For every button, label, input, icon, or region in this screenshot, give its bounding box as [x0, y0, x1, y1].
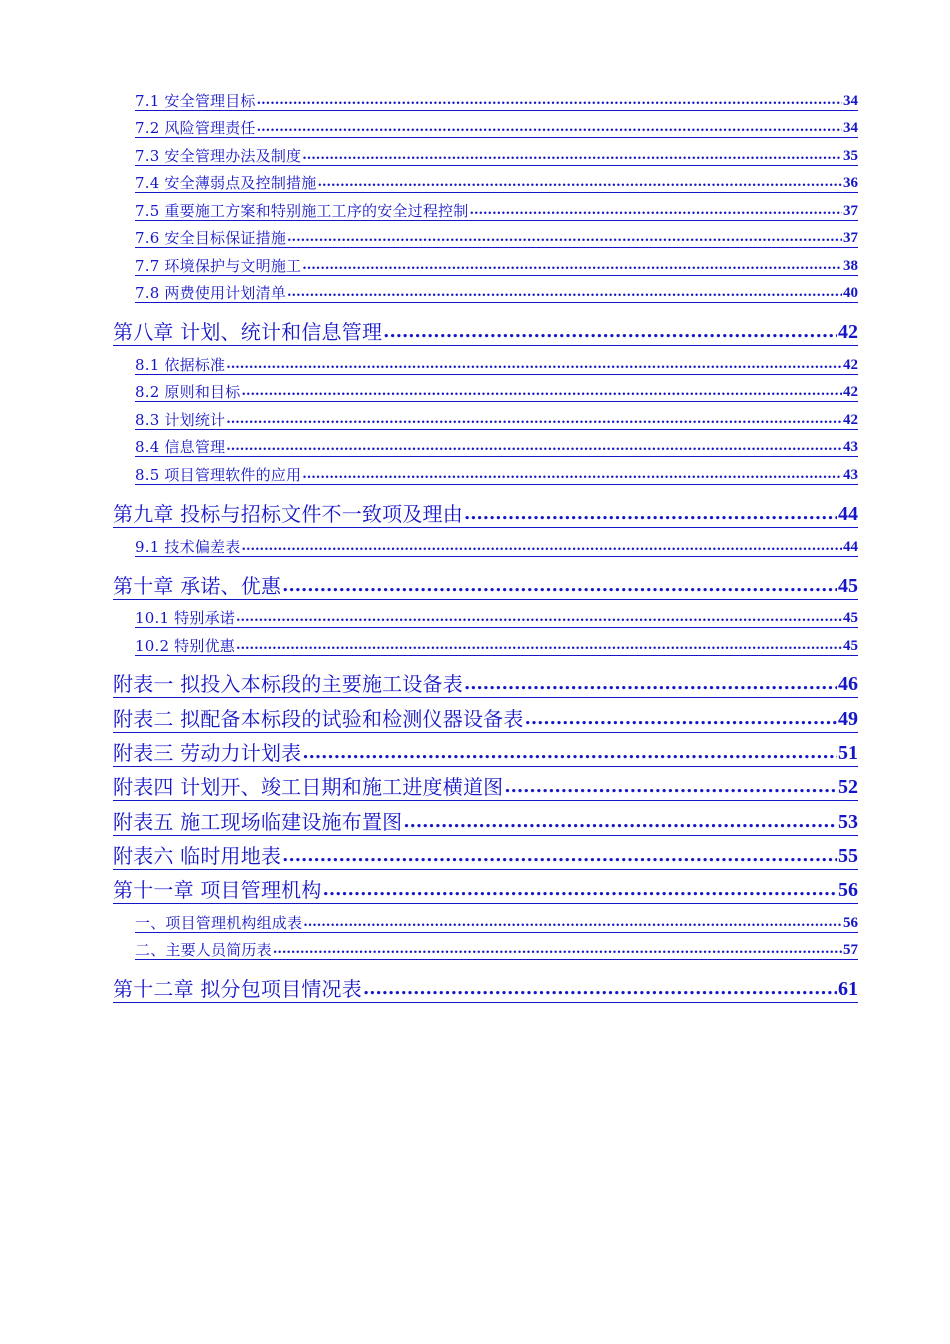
toc-label: 8.1 依据标准: [135, 356, 226, 374]
dot-leader: [383, 319, 837, 345]
toc-page-number: 37: [843, 230, 858, 246]
dot-leader: [317, 174, 842, 192]
toc-label: 附表二 拟配备本标段的试验和检测仪器设备表: [113, 707, 524, 731]
toc-label: 附表三 劳动力计划表: [113, 741, 302, 765]
dot-leader: [323, 877, 837, 903]
toc-entry-10-1[interactable]: [135, 608, 858, 628]
toc-entry-10-2[interactable]: [135, 636, 858, 656]
toc-label: 9.1 技术偏差表: [135, 538, 241, 556]
dot-leader: [403, 809, 837, 835]
toc-label: 7.4 安全薄弱点及控制措施: [135, 174, 317, 192]
toc-page-number: 46: [838, 673, 858, 695]
toc-entry-8-4[interactable]: [135, 437, 858, 457]
toc-label: 第十一章 项目管理机构: [113, 878, 322, 902]
toc-page-number: 45: [843, 638, 858, 654]
dot-leader: [302, 740, 837, 766]
toc-chapter-10[interactable]: [113, 572, 858, 600]
toc-appendix-2[interactable]: [113, 705, 858, 733]
toc-label: 一、项目管理机构组成表: [135, 914, 303, 932]
toc-page-number: 42: [843, 357, 858, 373]
toc-chapter-9[interactable]: [113, 500, 858, 528]
toc-label: 第八章 计划、统计和信息管理: [113, 320, 383, 344]
toc-page-number: 38: [843, 258, 858, 274]
toc-page-number: 40: [843, 285, 858, 301]
dot-leader: [363, 976, 837, 1002]
toc-chapter-8[interactable]: [113, 318, 858, 346]
dot-leader: [302, 257, 842, 275]
toc-page-number: 42: [843, 412, 858, 428]
dot-leader: [236, 609, 842, 627]
toc-label: 附表六 临时用地表: [113, 844, 282, 868]
toc-label: 7.8 两费使用计划清单: [135, 284, 287, 302]
toc-label: 第九章 投标与招标文件不一致项及理由: [113, 502, 463, 526]
toc-page-number: 52: [838, 776, 858, 798]
toc-page-number: 37: [843, 203, 858, 219]
toc-page-number: 44: [843, 539, 858, 555]
toc-appendix-5[interactable]: [113, 808, 858, 836]
dot-leader: [257, 92, 842, 110]
toc-entry-8-1[interactable]: [135, 355, 858, 375]
dot-leader: [236, 637, 842, 655]
toc-entry-7-6[interactable]: [135, 228, 858, 248]
dot-leader: [287, 229, 842, 247]
dot-leader: [504, 774, 837, 800]
dot-leader: [303, 914, 842, 932]
toc-entry-7-4[interactable]: [135, 173, 858, 193]
toc-label: 7.1 安全管理目标: [135, 92, 256, 110]
dot-leader: [257, 119, 842, 137]
toc-entry-8-5[interactable]: [135, 465, 858, 485]
dot-leader: [282, 843, 837, 869]
dot-leader: [464, 501, 837, 527]
toc-label: 8.3 计划统计: [135, 411, 226, 429]
toc-page-number: 61: [838, 978, 858, 1000]
toc-entry-9-1[interactable]: [135, 537, 858, 557]
dot-leader: [241, 383, 842, 401]
toc-label: 8.5 项目管理软件的应用: [135, 466, 302, 484]
toc-label: 10.1 特别承诺: [135, 609, 235, 627]
toc-page-number: 56: [838, 879, 858, 901]
toc-appendix-3[interactable]: [113, 739, 858, 767]
dot-leader: [226, 411, 842, 429]
toc-label: 7.2 风险管理责任: [135, 119, 256, 137]
dot-leader: [287, 284, 842, 302]
toc-page-number: 36: [843, 175, 858, 191]
toc-label: 8.2 原则和目标: [135, 383, 241, 401]
toc-appendix-1[interactable]: [113, 670, 858, 698]
toc-page-number: 42: [843, 384, 858, 400]
dot-leader: [282, 573, 837, 599]
toc-page-number: 57: [843, 942, 858, 958]
toc-label: 附表一 拟投入本标段的主要施工设备表: [113, 672, 463, 696]
toc-entry-8-3[interactable]: [135, 410, 858, 430]
toc-page-number: 35: [843, 148, 858, 164]
toc-label: 附表四 计划开、竣工日期和施工进度横道图: [113, 775, 504, 799]
toc-entry-7-5[interactable]: [135, 201, 858, 221]
toc-label: 10.2 特别优惠: [135, 637, 235, 655]
toc-appendix-4[interactable]: [113, 773, 858, 801]
toc-page-number: 43: [843, 467, 858, 483]
toc-page-number: 55: [838, 845, 858, 867]
toc-label: 7.6 安全目标保证措施: [135, 229, 287, 247]
dot-leader: [302, 466, 842, 484]
toc-page-number: 42: [838, 321, 858, 343]
toc-label: 7.5 重要施工方案和特别施工工序的安全过程控制: [135, 202, 469, 220]
toc-entry-7-7[interactable]: [135, 256, 858, 276]
toc-entry-11-1[interactable]: [135, 913, 858, 933]
toc-entry-7-2[interactable]: [135, 118, 858, 138]
toc-entry-7-3[interactable]: [135, 146, 858, 166]
toc-page-number: 43: [843, 439, 858, 455]
toc-page-number: 45: [843, 610, 858, 626]
dot-leader: [525, 706, 837, 732]
dot-leader: [241, 538, 842, 556]
toc-label: 附表五 施工现场临建设施布置图: [113, 810, 403, 834]
toc-entry-11-2[interactable]: [135, 940, 858, 960]
dot-leader: [469, 202, 842, 220]
toc-page-number: 34: [843, 120, 858, 136]
toc-label: 7.3 安全管理办法及制度: [135, 147, 302, 165]
toc-page-number: 44: [838, 503, 858, 525]
toc-label: 7.7 环境保护与文明施工: [135, 257, 302, 275]
dot-leader: [273, 941, 842, 959]
toc-label: 第十二章 拟分包项目情况表: [113, 977, 362, 1001]
toc-entry-8-2[interactable]: [135, 382, 858, 402]
dot-leader: [226, 356, 842, 374]
toc-label: 8.4 信息管理: [135, 438, 226, 456]
toc-page-number: 56: [843, 915, 858, 931]
dot-leader: [302, 147, 842, 165]
toc-page-number: 34: [843, 93, 858, 109]
dot-leader: [464, 671, 837, 697]
toc-page-number: 49: [838, 708, 858, 730]
toc-chapter-11[interactable]: [113, 876, 858, 904]
dot-leader: [226, 438, 842, 456]
toc-entry-7-8[interactable]: [135, 283, 858, 303]
toc-appendix-6[interactable]: [113, 842, 858, 870]
toc-label: 第十章 承诺、优惠: [113, 574, 282, 598]
toc-page-number: 51: [838, 742, 858, 764]
toc-label: 二、主要人员简历表: [135, 941, 272, 959]
toc-page-number: 45: [838, 575, 858, 597]
toc-entry-7-1[interactable]: [135, 91, 858, 111]
toc-page-number: 53: [838, 811, 858, 833]
toc-chapter-12[interactable]: [113, 975, 858, 1003]
